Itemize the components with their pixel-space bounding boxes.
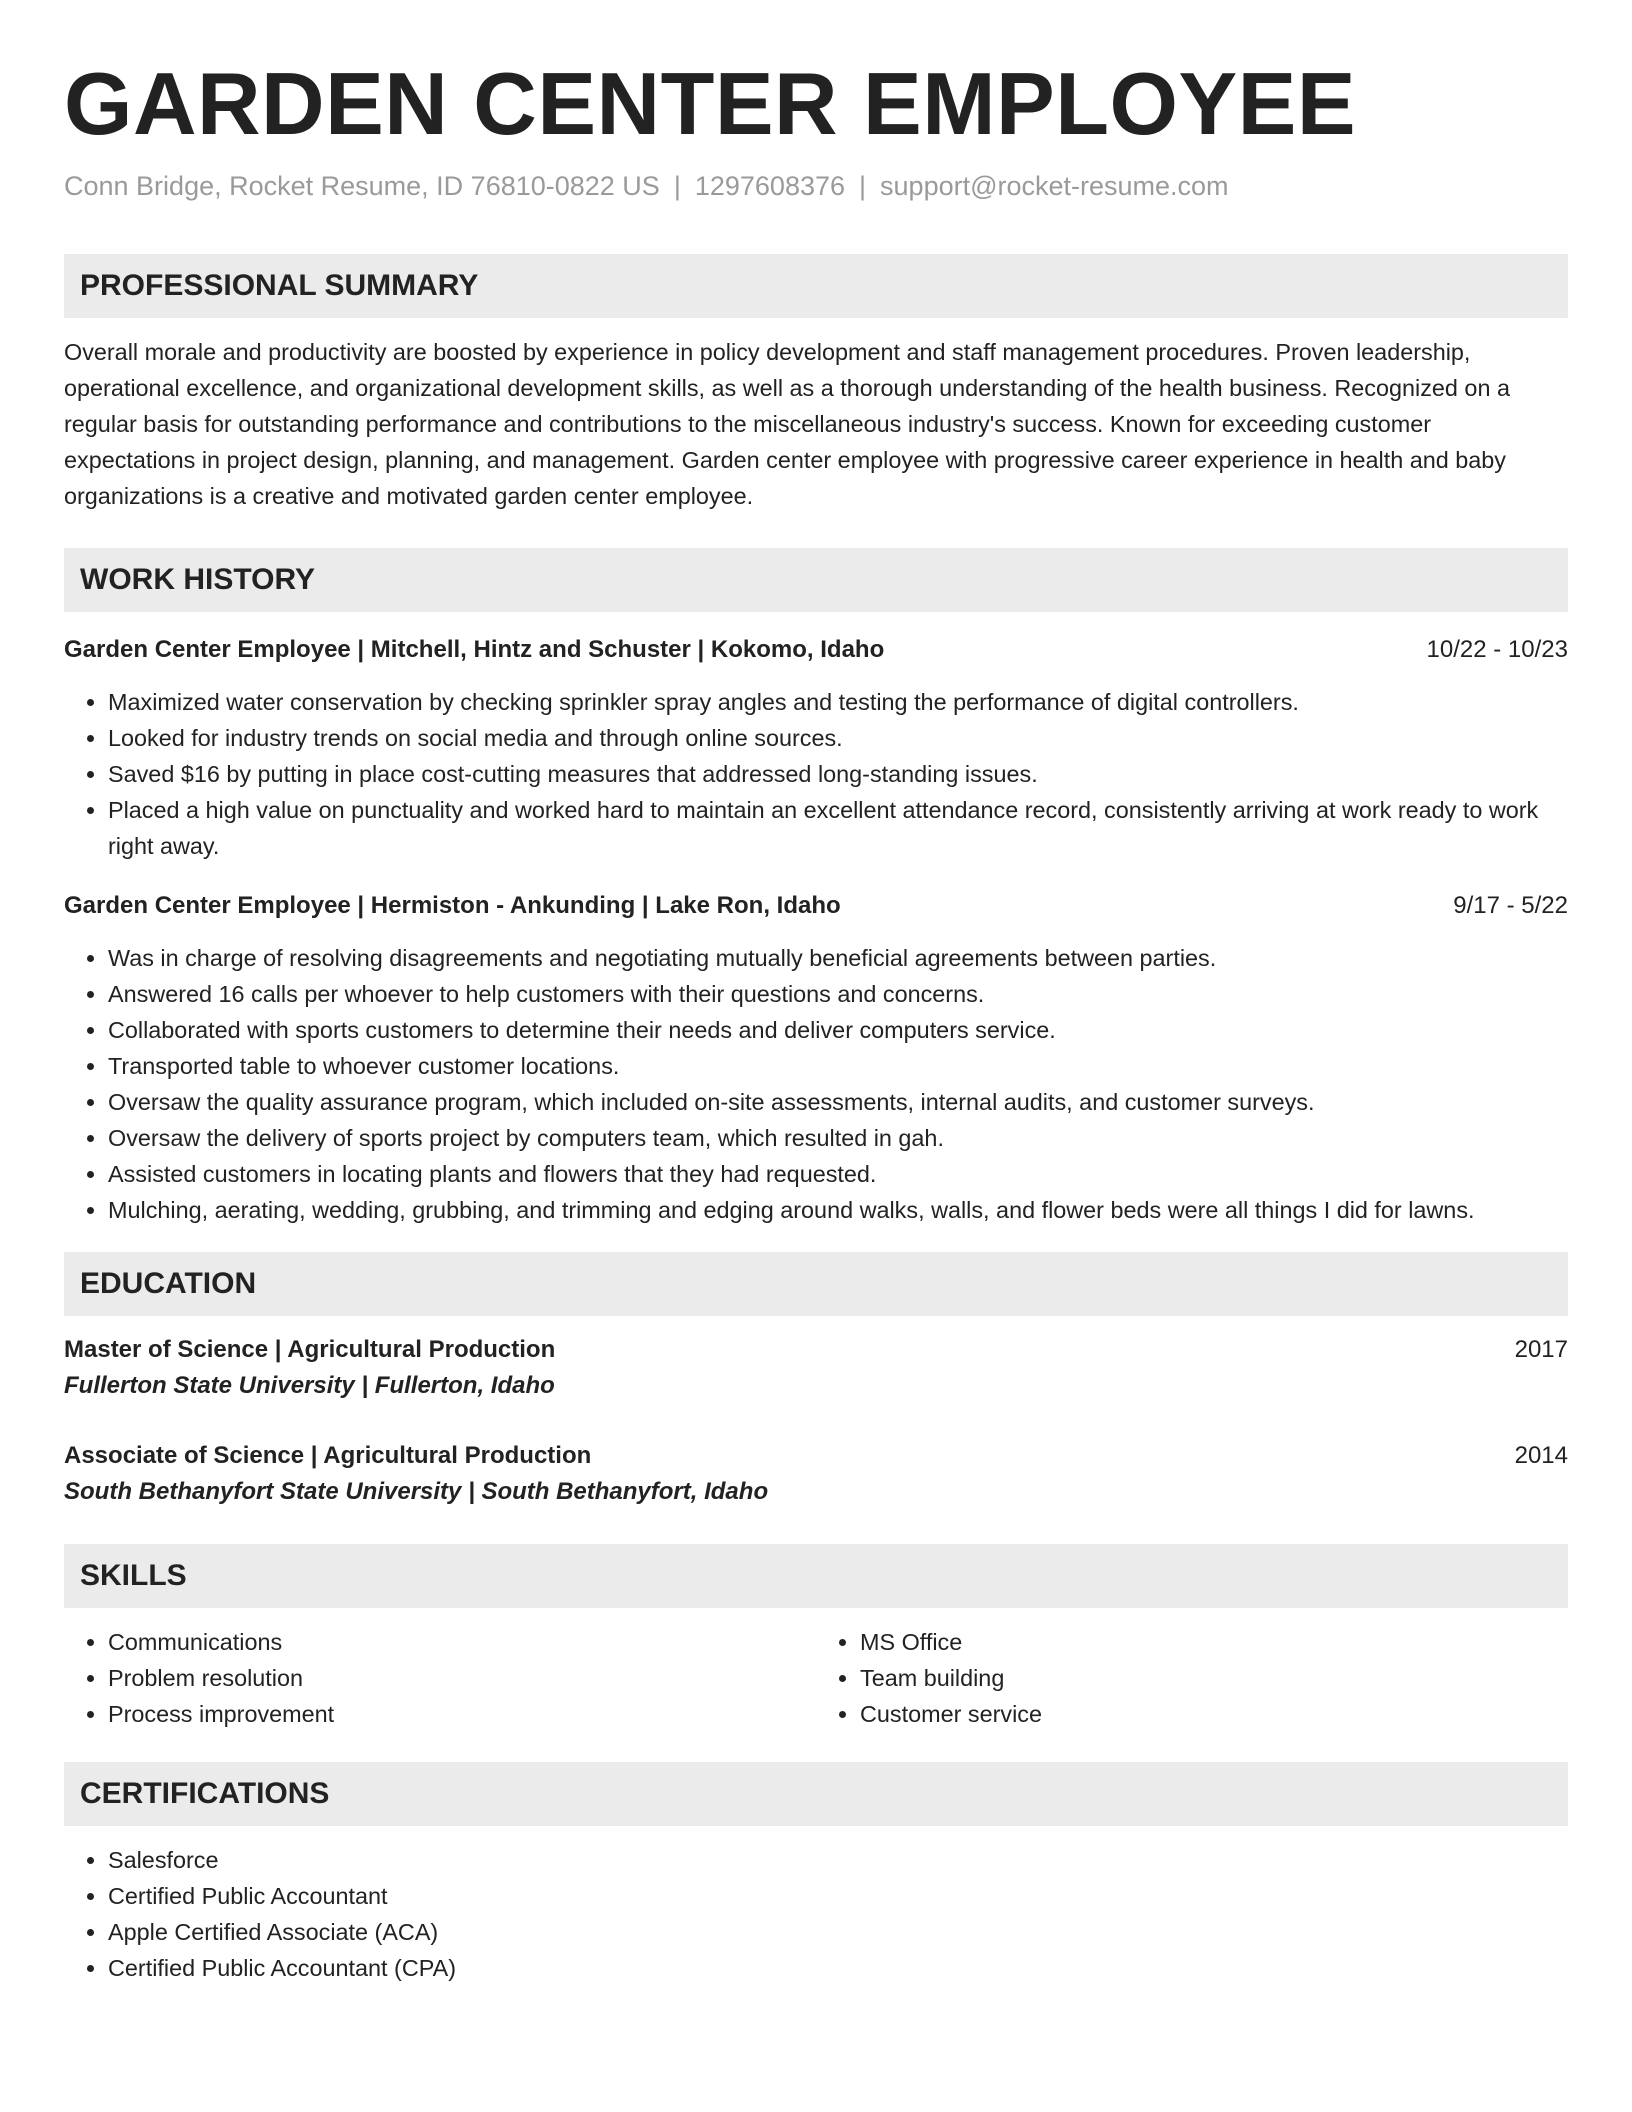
job-heading-row <box>64 888 1568 924</box>
job-entry <box>64 632 1568 864</box>
list-item: • MS Office <box>860 1624 1568 1660</box>
list-item: • Team building <box>860 1660 1568 1696</box>
job-entry <box>64 888 1568 1228</box>
job-dates: 10/22 - 10/23 <box>1426 636 1568 663</box>
contact-line <box>64 168 1568 204</box>
job-title: Garden Center Employee | Mitchell, Hintz and Schuster | Kokomo, Idaho <box>64 636 885 663</box>
summary-text: Overall morale and productivity are boosted by experience in policy development and staff management procedures. Proven leadership, operational excellence, and organizational development skills, as well as a thorough understanding of the health business. Recognized on a regular basis for outstanding performance and contributions to the miscellaneous industry's success. Known for exceeding customer expectations in project design, planning, and management. Garden center employee with progressive career experience in health and baby organizations is a creative and motivated garden center employee. <box>64 339 1510 509</box>
certifications-section-header: CERTIFICATIONS <box>64 1762 1568 1826</box>
education-entry <box>64 1438 1568 1510</box>
education-school: Fullerton State University | Fullerton, Idaho <box>64 1372 555 1399</box>
list-item: • Assisted customers in locating plants and flowers that they had requested. <box>108 1156 1568 1192</box>
job-bullet-list <box>64 684 1568 864</box>
education-degree: Master of Science | Agricultural Production <box>64 1336 556 1363</box>
skills-section-header: SKILLS <box>64 1544 1568 1608</box>
job-bullet-list <box>64 940 1568 1228</box>
summary-section-header: PROFESSIONAL SUMMARY <box>64 254 1568 318</box>
list-item: • Placed a high value on punctuality and worked hard to maintain an excellent attendance record, consistently arriving at work ready to work right away. <box>108 792 1568 864</box>
list-item: • Collaborated with sports customers to determine their needs and deliver computers service. <box>108 1012 1568 1048</box>
skills-list-left <box>64 1624 816 1732</box>
contact-address: Conn Bridge, Rocket Resume, ID 76810-0822 US <box>64 171 660 201</box>
list-item: • Apple Certified Associate (ACA) <box>108 1914 1568 1950</box>
education-school: South Bethanyfort State University | South Bethanyfort, Idaho <box>64 1478 769 1505</box>
list-item: • Certified Public Accountant <box>108 1878 1568 1914</box>
candidate-name: GARDEN CENTER EMPLOYEE <box>64 54 1357 153</box>
list-item: • Process improvement <box>108 1696 816 1732</box>
education-heading-row <box>64 1332 1568 1368</box>
education-heading-row <box>64 1438 1568 1474</box>
list-item: • Mulching, aerating, wedding, grubbing, and trimming and edging around walks, walls, and flower beds were all things I did for lawns. <box>108 1192 1568 1228</box>
contact-phone: 1297608376 <box>694 171 846 201</box>
list-item: • Oversaw the quality assurance program, which included on-site assessments, internal audits, and customer surveys. <box>108 1084 1568 1120</box>
list-item: • Answered 16 calls per whoever to help customers with their questions and concerns. <box>108 976 1568 1012</box>
skills-grid <box>64 1624 1568 1732</box>
education-year: 2017 <box>1514 1336 1568 1363</box>
contact-email[interactable]: support@rocket-resume.com <box>880 171 1229 201</box>
list-item: • Transported table to whoever customer locations. <box>108 1048 1568 1084</box>
list-item: • Looked for industry trends on social media and through online sources. <box>108 720 1568 756</box>
contact-separator: | <box>859 171 867 201</box>
education-entry <box>64 1332 1568 1404</box>
job-heading-row <box>64 632 1568 668</box>
list-item: • Saved $16 by putting in place cost-cutting measures that addressed long-standing issues. <box>108 756 1568 792</box>
list-item: • Problem resolution <box>108 1660 816 1696</box>
skills-list-right <box>816 1624 1568 1732</box>
list-item: • Salesforce <box>108 1842 1568 1878</box>
list-item: • Communications <box>108 1624 816 1660</box>
list-item: • Certified Public Accountant (CPA) <box>108 1950 1568 1986</box>
job-title: Garden Center Employee | Hermiston - Ankunding | Lake Ron, Idaho <box>64 892 841 919</box>
education-degree: Associate of Science | Agricultural Production <box>64 1442 592 1469</box>
job-dates: 9/17 - 5/22 <box>1453 892 1568 919</box>
list-item: • Maximized water conservation by checking sprinkler spray angles and testing the performance of digital controllers. <box>108 684 1568 720</box>
education-year: 2014 <box>1514 1442 1568 1469</box>
list-item: • Oversaw the delivery of sports project by computers team, which resulted in gah. <box>108 1120 1568 1156</box>
list-item: • Was in charge of resolving disagreements and negotiating mutually beneficial agreements between parties. <box>108 940 1568 976</box>
list-item: • Customer service <box>860 1696 1568 1732</box>
contact-separator: | <box>673 171 681 201</box>
education-section-header: EDUCATION <box>64 1252 1568 1316</box>
work-history-section-header: WORK HISTORY <box>64 548 1568 612</box>
certifications-list <box>64 1842 1568 1986</box>
